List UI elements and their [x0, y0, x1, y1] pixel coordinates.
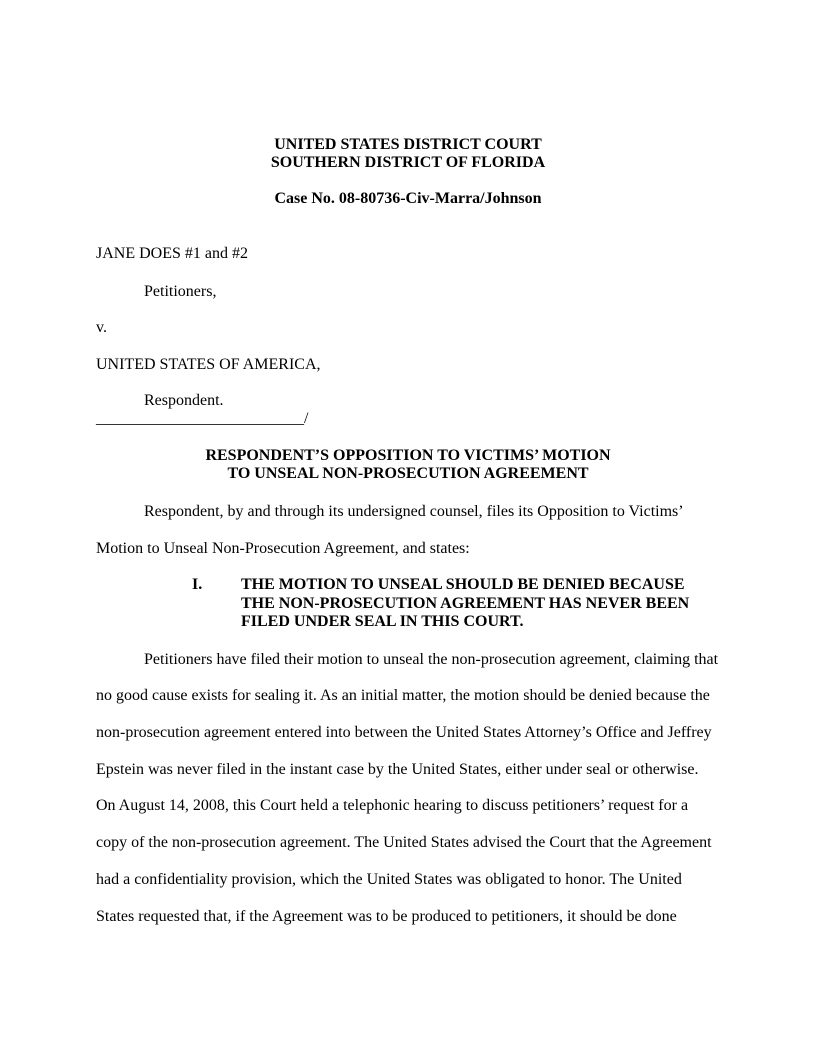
court-name-line2: SOUTHERN DISTRICT OF FLORIDA	[270, 154, 546, 171]
caption-separator: __________________________/	[96, 410, 309, 427]
petitioners-name: JANE DOES #1 and #2	[96, 245, 248, 262]
body-line: had a confidentiality provision, which the United States was obligated to honor. The United	[96, 871, 682, 888]
body-line: non-prosecution agreement entered into between the United States Attorney’s Office and Jeffrey	[96, 724, 712, 741]
body-line: On August 14, 2008, this Court held a telephonic hearing to discuss petitioners’ request for a	[96, 797, 689, 814]
body-line: Petitioners have filed their motion to unseal the non-prosecution agreement, claiming that	[144, 651, 719, 668]
respondent-label: Respondent.	[144, 392, 224, 409]
respondent-name: UNITED STATES OF AMERICA,	[96, 356, 321, 373]
section-heading-line2: THE NON-PROSECUTION AGREEMENT HAS NEVER BEEN	[241, 595, 690, 612]
petitioners-label: Petitioners,	[144, 283, 217, 300]
body-line: copy of the non-prosecution agreement. The United States advised the Court that the Agreement	[96, 834, 712, 851]
court-name-line1: UNITED STATES DISTRICT COURT	[274, 136, 542, 153]
case-number: Case No. 08-80736-Civ-Marra/Johnson	[274, 190, 542, 207]
section-heading-line3: FILED UNDER SEAL IN THIS COURT.	[241, 613, 524, 630]
body-line: no good cause exists for sealing it. As an initial matter, the motion should be denied because the	[96, 687, 710, 704]
section-heading-line1: THE MOTION TO UNSEAL SHOULD BE DENIED BECAUSE	[241, 576, 685, 593]
body-line: States requested that, if the Agreement was to be produced to petitioners, it should be done	[96, 908, 677, 925]
document-title-line1: RESPONDENT’S OPPOSITION TO VICTIMS’ MOTION	[205, 447, 611, 464]
body-line: Epstein was never filed in the instant case by the United States, either under seal or otherwise.	[96, 761, 699, 778]
section-numeral: I.	[192, 576, 203, 593]
document-title-line2: TO UNSEAL NON-PROSECUTION AGREEMENT	[227, 465, 589, 482]
intro-line2: Motion to Unseal Non-Prosecution Agreement, and states:	[96, 540, 470, 557]
intro-line1: Respondent, by and through its undersigned counsel, files its Opposition to Victims’	[144, 503, 684, 520]
versus: v.	[96, 319, 107, 336]
